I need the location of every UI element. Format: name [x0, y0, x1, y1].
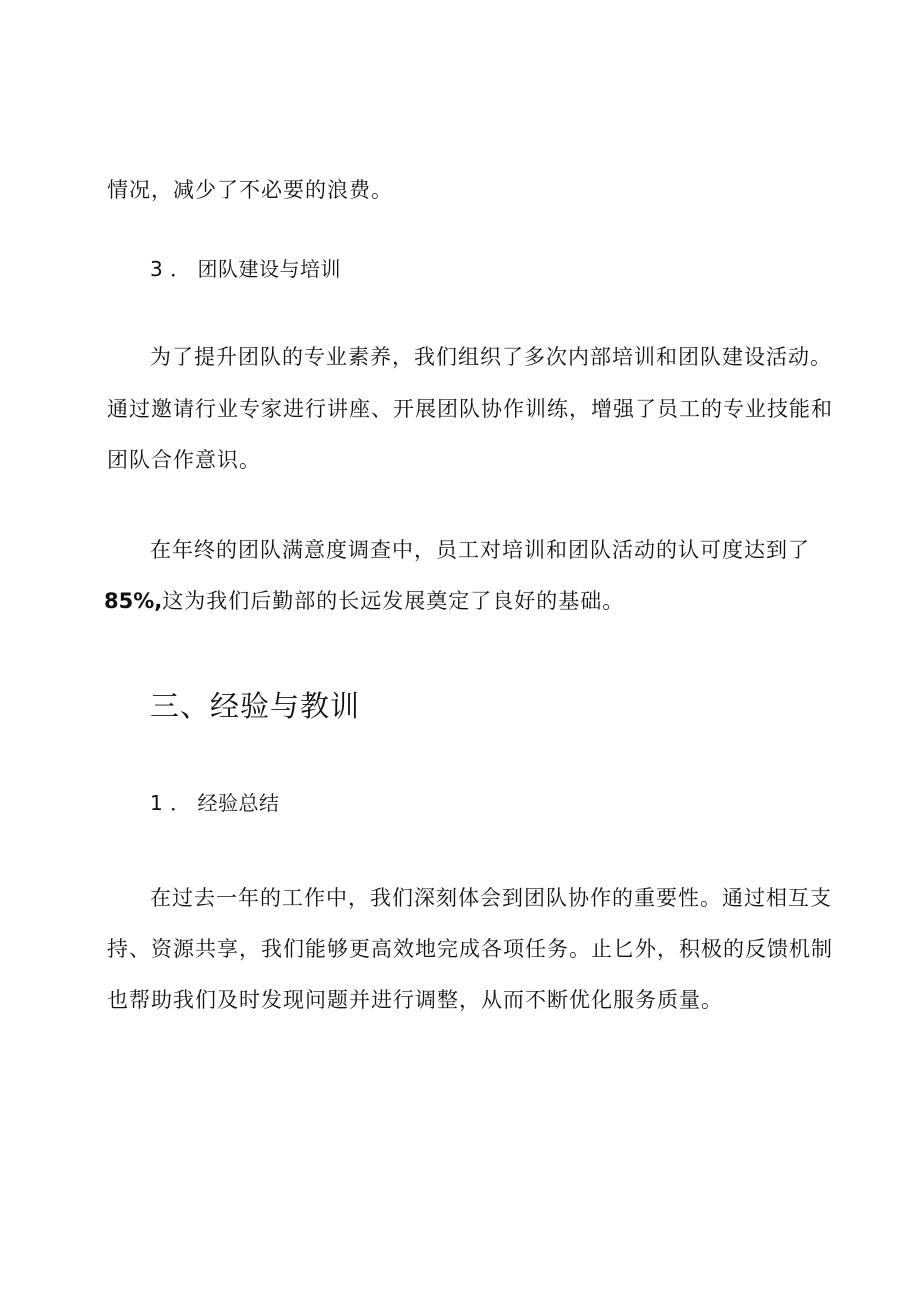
section-title-experience-lessons: 三、经验与教训	[150, 689, 361, 723]
training-paragraph-line-1: 为了提升团队的专业素养，我们组织了多次内部培训和团队建设活动。	[150, 345, 832, 369]
continued-paragraph-line-1: 情况，减少了不必要的浪费。	[107, 178, 393, 202]
survey-paragraph-line-2	[104, 587, 624, 615]
subsection-number: 3	[150, 257, 164, 281]
training-paragraph-line-2: 通过邀请行业专家进行讲座、开展团队协作训练，增强了员工的专业技能和	[107, 397, 833, 421]
satisfaction-percentage: 85%,	[104, 589, 163, 613]
subsection-dot: ．	[170, 791, 191, 815]
experience-paragraph-line-1: 在过去一年的工作中，我们深刻体会到团队协作的重要性。通过相互支	[150, 886, 832, 910]
subsection-number: 1	[150, 791, 164, 815]
experience-paragraph-line-2: 持、资源共享，我们能够更高效地完成各项任务。止匕外，积极的反馈机制	[107, 937, 833, 961]
training-paragraph-line-3: 团队合作意识。	[107, 448, 261, 472]
survey-paragraph-line-2-text: 这为我们后勤部的长远发展奠定了良好的基础。	[162, 589, 625, 613]
subsection-title: 团队建设与培训	[197, 257, 341, 281]
subsection-dot: ．	[170, 257, 191, 281]
subsection-title: 经验总结	[197, 791, 280, 815]
subsection-heading-experience-summary	[150, 789, 279, 817]
experience-paragraph-line-3: 也帮助我们及时发现问题并进行调整，从而不断优化服务质量。	[107, 988, 723, 1012]
survey-paragraph-line-1: 在年终的团队满意度调查中，员工对培训和团队活动的认可度达到了	[150, 538, 810, 562]
subsection-heading-team-building	[150, 255, 341, 283]
